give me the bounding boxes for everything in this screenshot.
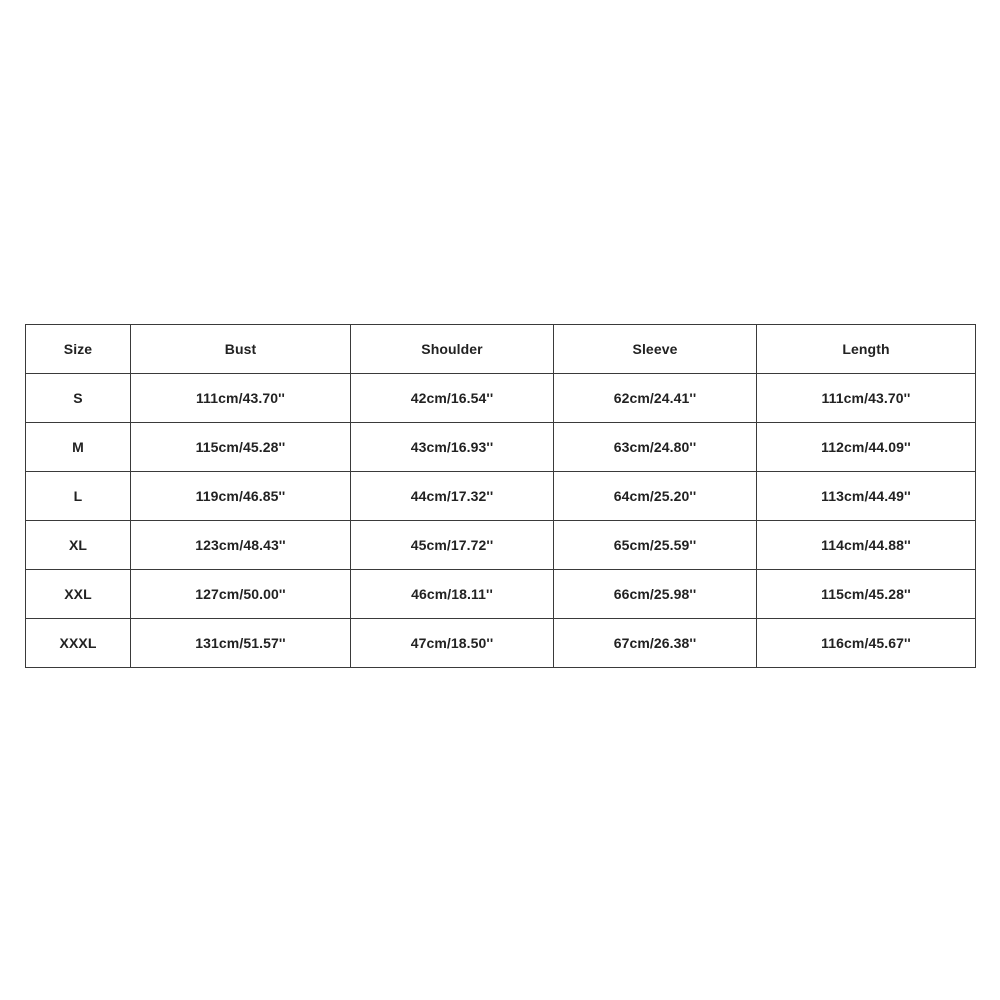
cell-length: 111cm/43.70'' [757, 374, 976, 423]
cell-shoulder: 45cm/17.72'' [351, 521, 554, 570]
cell-sleeve: 64cm/25.20'' [554, 472, 757, 521]
table-row [26, 423, 976, 472]
cell-size: XXL [26, 570, 131, 619]
cell-sleeve: 62cm/24.41'' [554, 374, 757, 423]
table-row [26, 374, 976, 423]
cell-bust: 119cm/46.85'' [131, 472, 351, 521]
table-row [26, 570, 976, 619]
cell-bust: 127cm/50.00'' [131, 570, 351, 619]
header-bust: Bust [131, 325, 351, 374]
cell-sleeve: 66cm/25.98'' [554, 570, 757, 619]
table-header-row [26, 325, 976, 374]
cell-length: 116cm/45.67'' [757, 619, 976, 668]
cell-length: 114cm/44.88'' [757, 521, 976, 570]
cell-shoulder: 46cm/18.11'' [351, 570, 554, 619]
cell-length: 115cm/45.28'' [757, 570, 976, 619]
cell-length: 113cm/44.49'' [757, 472, 976, 521]
cell-size: S [26, 374, 131, 423]
cell-size: L [26, 472, 131, 521]
cell-shoulder: 43cm/16.93'' [351, 423, 554, 472]
cell-shoulder: 44cm/17.32'' [351, 472, 554, 521]
table-row [26, 521, 976, 570]
cell-shoulder: 42cm/16.54'' [351, 374, 554, 423]
cell-bust: 115cm/45.28'' [131, 423, 351, 472]
cell-bust: 123cm/48.43'' [131, 521, 351, 570]
cell-sleeve: 67cm/26.38'' [554, 619, 757, 668]
header-length: Length [757, 325, 976, 374]
header-shoulder: Shoulder [351, 325, 554, 374]
cell-length: 112cm/44.09'' [757, 423, 976, 472]
cell-shoulder: 47cm/18.50'' [351, 619, 554, 668]
cell-bust: 111cm/43.70'' [131, 374, 351, 423]
table-row [26, 472, 976, 521]
table-row [26, 619, 976, 668]
cell-bust: 131cm/51.57'' [131, 619, 351, 668]
cell-size: XXXL [26, 619, 131, 668]
cell-sleeve: 65cm/25.59'' [554, 521, 757, 570]
header-sleeve: Sleeve [554, 325, 757, 374]
header-size: Size [26, 325, 131, 374]
size-chart-table [25, 324, 976, 668]
cell-size: XL [26, 521, 131, 570]
cell-size: M [26, 423, 131, 472]
cell-sleeve: 63cm/24.80'' [554, 423, 757, 472]
